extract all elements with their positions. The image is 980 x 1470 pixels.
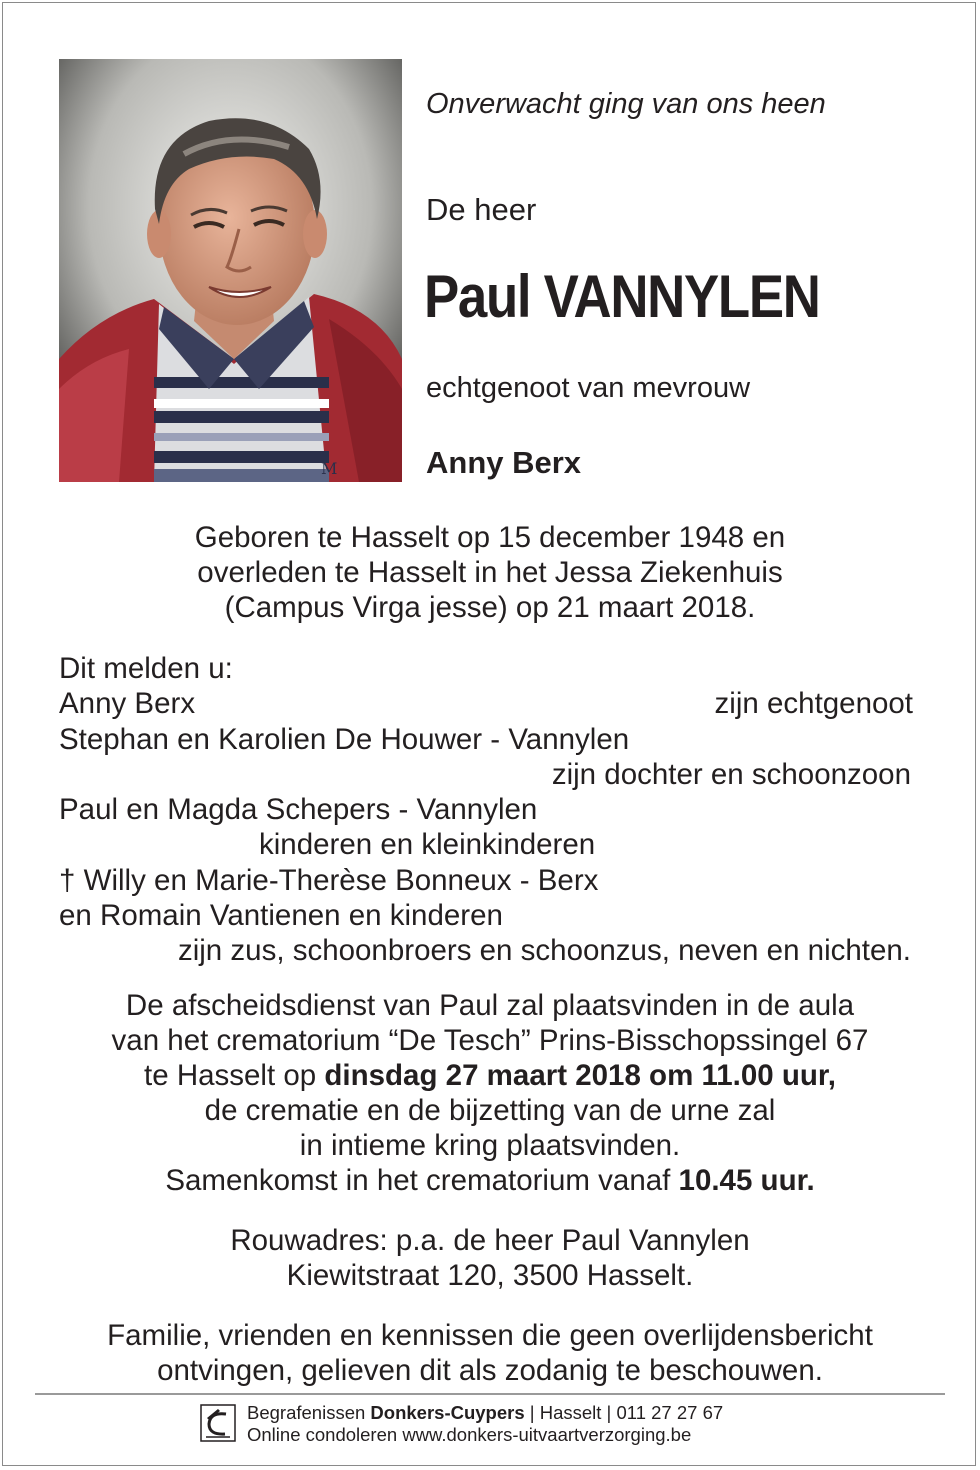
announcer-relation: zijn dochter en schoonzoon — [551, 758, 911, 791]
company-prefix: Begrafenissen — [247, 1402, 371, 1423]
service-line: De afscheidsdienst van Paul zal plaatsvinden in de aula — [125, 989, 855, 1022]
announcer-name: † Willy en Marie-Therèse Bonneux - Berx — [59, 864, 599, 897]
footer-divider — [35, 1393, 945, 1395]
address-line: Rouwadres: p.a. de heer Paul Vannylen — [230, 1224, 750, 1257]
closing-note — [0, 1318, 980, 1388]
birth-line: Geboren te Hasselt op 15 december 1948 en — [194, 521, 786, 554]
intro-line: Onverwacht ging van ons heen — [426, 88, 826, 120]
announcer-name: Anny Berx — [59, 687, 196, 720]
address-line: Kiewitstraat 120, 3500 Hasselt. — [286, 1259, 694, 1292]
condolence-line — [247, 1424, 723, 1446]
mourning-address — [0, 1223, 980, 1293]
announcer-name: Stephan en Karolien De Houwer - Vannylen — [59, 723, 630, 756]
footer-text — [247, 1402, 723, 1446]
gathering-time: 10.45 uur. — [678, 1164, 815, 1197]
company-name: Donkers-Cuypers — [370, 1402, 525, 1423]
deceased-name: Paul VANNYLEN — [424, 263, 820, 330]
gathering-prefix: Samenkomst in het crematorium vanaf — [165, 1164, 679, 1197]
condolence-label: Online condoleren — [247, 1424, 403, 1445]
service-line: in intieme kring plaatsvinden. — [299, 1129, 681, 1162]
announcer-name: en Romain Vantienen en kinderen — [59, 899, 503, 932]
service-line: de crematie en de bijzetting van de urne zal — [204, 1094, 776, 1127]
announcer-relation: zijn zus, schoonbroers en schoonzus, neven en nichten. — [177, 934, 911, 967]
birth-line: overleden te Hasselt in het Jessa Ziekenhuis — [197, 556, 783, 589]
announcer-relation: kinderen en kleinkinderen — [259, 828, 596, 861]
announcer-relation: zijn echtgenoot — [714, 687, 913, 720]
svg-text:M: M — [321, 459, 338, 478]
company-contact: | Hasselt | 011 27 27 67 — [524, 1402, 724, 1423]
funeral-home-logo-icon — [200, 1404, 236, 1442]
service-line — [0, 1163, 980, 1198]
service-line — [0, 1058, 980, 1093]
closing-line: Familie, vrienden en kennissen die geen overlijdensbericht — [107, 1319, 873, 1352]
birth-details — [0, 520, 980, 625]
spouse-name: Anny Berx — [426, 445, 582, 480]
closing-line: ontvingen, gelieven dit als zodanig te beschouwen. — [157, 1354, 823, 1387]
service-date: dinsdag 27 maart 2018 om 11.00 uur, — [324, 1059, 836, 1092]
announcers-heading: Dit melden u: — [59, 652, 233, 685]
website-link[interactable]: www.donkers-uitvaartverzorging.be — [402, 1424, 692, 1445]
honorific: De heer — [426, 192, 537, 227]
company-line — [247, 1402, 723, 1424]
portrait-photo — [59, 59, 402, 482]
service-date-prefix: te Hasselt op — [144, 1059, 325, 1092]
service-line: van het crematorium “De Tesch” Prins-Bisschopssingel 67 — [111, 1024, 869, 1057]
relation-line: echtgenoot van mevrouw — [426, 372, 751, 404]
announcer-name: Paul en Magda Schepers - Vannylen — [59, 793, 538, 826]
service-details — [0, 988, 980, 1198]
birth-line: (Campus Virga jesse) op 21 maart 2018. — [224, 591, 756, 624]
